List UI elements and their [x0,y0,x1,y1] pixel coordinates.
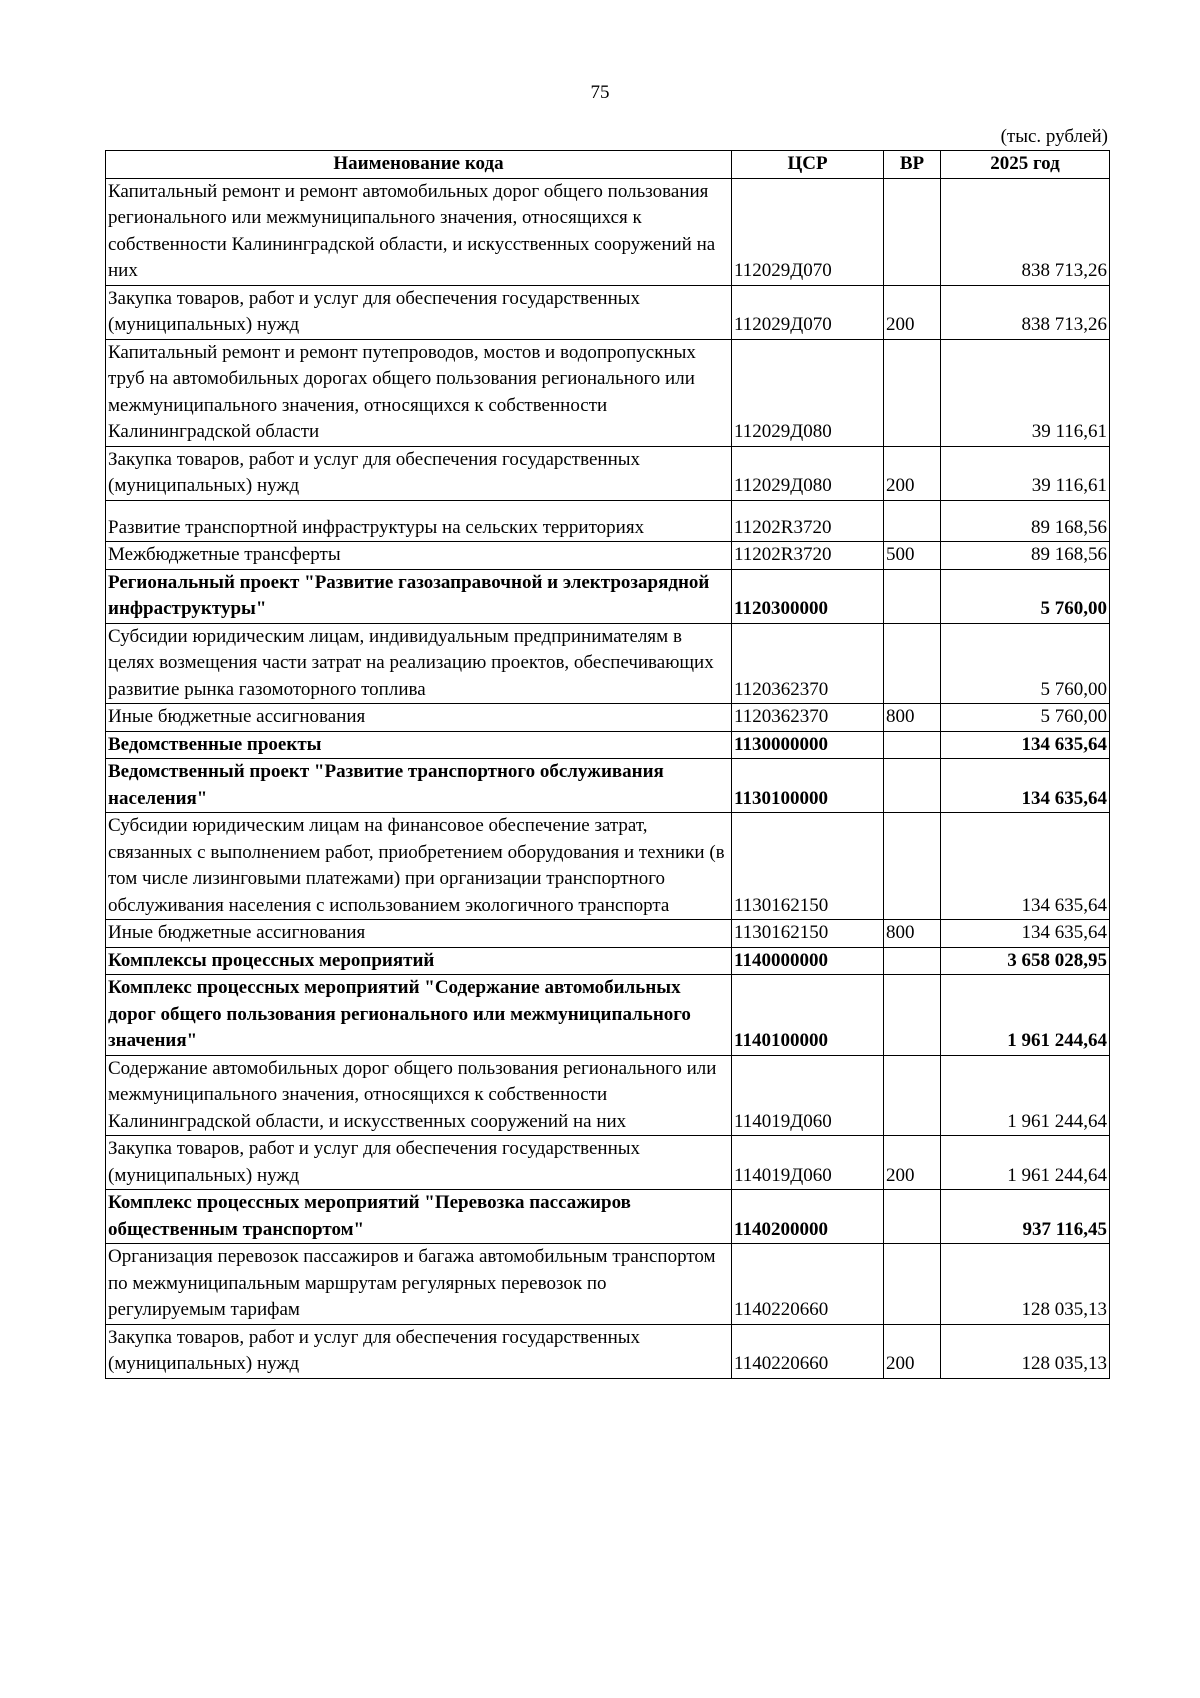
table-row [106,813,1110,920]
table-row [106,947,1110,975]
row-csr-cell: 1140000000 [732,947,884,975]
row-amount-cell: 128 035,13 [941,1324,1110,1378]
row-csr-cell: 112029Д070 [732,178,884,285]
row-amount-cell: 1 961 244,64 [941,1055,1110,1136]
row-vr-cell [884,569,941,623]
table-row [106,1136,1110,1190]
row-vr-cell [884,1055,941,1136]
row-csr-cell: 1130162150 [732,920,884,948]
row-name-cell: Содержание автомобильных дорог общего пользования регионального или межмуниципального значения, относящихся к собственности Калининградской области, и искусственных сооружений на них [106,1055,732,1136]
row-csr-cell: 1120300000 [732,569,884,623]
row-vr-cell [884,339,941,446]
header-name: Наименование кода [106,151,732,179]
row-csr-cell: 114019Д060 [732,1136,884,1190]
row-name-cell: Закупка товаров, работ и услуг для обеспечения государственных (муниципальных) нужд [106,1136,732,1190]
row-name-cell: Ведомственный проект "Развитие транспортного обслуживания населения" [106,759,732,813]
row-name-cell: Субсидии юридическим лицам, индивидуальным предпринимателям в целях возмещения части затрат на реализацию проектов, обеспечивающих развитие рынка газомоторного топлива [106,623,732,704]
row-vr-cell [884,178,941,285]
budget-table [105,150,1110,1379]
header-vr: ВР [884,151,941,179]
row-name-cell: Закупка товаров, работ и услуг для обеспечения государственных (муниципальных) нужд [106,285,732,339]
row-vr-cell [884,947,941,975]
table-row [106,339,1110,446]
row-name-cell: Развитие транспортной инфраструктуры на сельских территориях [106,500,732,542]
row-name-cell: Ведомственные проекты [106,731,732,759]
row-name-cell: Капитальный ремонт и ремонт путепроводов, мостов и водопропускных труб на автомобильных дорогах общего пользования регионального или межмуниципального значения, относящихся к собственности Калининградской области [106,339,732,446]
table-row [106,1244,1110,1325]
row-amount-cell: 1 961 244,64 [941,975,1110,1056]
row-name-cell: Иные бюджетные ассигнования [106,704,732,732]
row-csr-cell: 112029Д070 [732,285,884,339]
row-csr-cell: 1120362370 [732,704,884,732]
page-number: 75 [590,82,610,103]
row-csr-cell: 1120362370 [732,623,884,704]
table-row [106,542,1110,570]
row-csr-cell: 114019Д060 [732,1055,884,1136]
row-amount-cell: 3 658 028,95 [941,947,1110,975]
row-vr-cell [884,813,941,920]
table-row [106,569,1110,623]
row-vr-cell: 200 [884,285,941,339]
row-amount-cell: 89 168,56 [941,542,1110,570]
row-amount-cell: 5 760,00 [941,704,1110,732]
row-vr-cell: 200 [884,446,941,500]
row-amount-cell: 1 961 244,64 [941,1136,1110,1190]
table-row [106,178,1110,285]
row-name-cell: Межбюджетные трансферты [106,542,732,570]
row-csr-cell: 1130162150 [732,813,884,920]
row-csr-cell: 1130000000 [732,731,884,759]
table-row [106,920,1110,948]
table-row [106,731,1110,759]
row-vr-cell [884,731,941,759]
row-csr-cell: 112029Д080 [732,446,884,500]
row-amount-cell: 134 635,64 [941,731,1110,759]
row-csr-cell: 1140200000 [732,1190,884,1244]
row-name-cell: Региональный проект "Развитие газозаправочной и электрозарядной инфраструктуры" [106,569,732,623]
row-vr-cell [884,759,941,813]
row-vr-cell: 200 [884,1324,941,1378]
row-vr-cell [884,1190,941,1244]
table-row [106,1324,1110,1378]
row-amount-cell: 89 168,56 [941,500,1110,542]
table-row [106,623,1110,704]
row-name-cell: Организация перевозок пассажиров и багажа автомобильным транспортом по межмуниципальным маршрутам регулярных перевозок по регулируемым тарифам [106,1244,732,1325]
table-row [106,975,1110,1056]
row-amount-cell: 838 713,26 [941,285,1110,339]
row-vr-cell [884,500,941,542]
table-row [106,704,1110,732]
row-csr-cell: 1140220660 [732,1244,884,1325]
row-csr-cell: 1140220660 [732,1324,884,1378]
table-row [106,446,1110,500]
row-amount-cell: 39 116,61 [941,446,1110,500]
row-vr-cell [884,1244,941,1325]
table-row [106,759,1110,813]
header-csr: ЦСР [732,151,884,179]
row-name-cell: Субсидии юридическим лицам на финансовое обеспечение затрат, связанных с выполнением работ, приобретением оборудования и техники (в том числе лизинговыми платежами) при организации транспортного обслуживания населения с использованием экологичного транспорта [106,813,732,920]
row-vr-cell [884,975,941,1056]
row-csr-cell: 112029Д080 [732,339,884,446]
row-amount-cell: 39 116,61 [941,339,1110,446]
table-body [106,178,1110,1378]
row-name-cell: Комплекс процессных мероприятий "Содержание автомобильных дорог общего пользования регионального или межмуниципального значения" [106,975,732,1056]
row-amount-cell: 134 635,64 [941,813,1110,920]
row-name-cell: Закупка товаров, работ и услуг для обеспечения государственных (муниципальных) нужд [106,446,732,500]
row-csr-cell: 1140100000 [732,975,884,1056]
row-name-cell: Иные бюджетные ассигнования [106,920,732,948]
row-name-cell: Комплекс процессных мероприятий "Перевозка пассажиров общественным транспортом" [106,1190,732,1244]
header-amount: 2025 год [941,151,1110,179]
row-name-cell: Закупка товаров, работ и услуг для обеспечения государственных (муниципальных) нужд [106,1324,732,1378]
row-vr-cell: 500 [884,542,941,570]
row-csr-cell: 11202R3720 [732,500,884,542]
table-header-row [106,151,1110,179]
units-label: (тыс. рублей) [1000,126,1108,147]
row-vr-cell [884,623,941,704]
row-name-cell: Капитальный ремонт и ремонт автомобильных дорог общего пользования регионального или межмуниципального значения, относящихся к собственности Калининградской области, и искусственных сооружений на них [106,178,732,285]
row-amount-cell: 128 035,13 [941,1244,1110,1325]
row-vr-cell: 800 [884,920,941,948]
row-amount-cell: 937 116,45 [941,1190,1110,1244]
row-vr-cell: 800 [884,704,941,732]
row-amount-cell: 134 635,64 [941,759,1110,813]
row-amount-cell: 5 760,00 [941,569,1110,623]
table-row [106,500,1110,542]
row-csr-cell: 1130100000 [732,759,884,813]
row-name-cell: Комплексы процессных мероприятий [106,947,732,975]
table-row [106,285,1110,339]
table-row [106,1055,1110,1136]
row-amount-cell: 838 713,26 [941,178,1110,285]
row-amount-cell: 134 635,64 [941,920,1110,948]
row-amount-cell: 5 760,00 [941,623,1110,704]
row-vr-cell: 200 [884,1136,941,1190]
row-csr-cell: 11202R3720 [732,542,884,570]
table-row [106,1190,1110,1244]
